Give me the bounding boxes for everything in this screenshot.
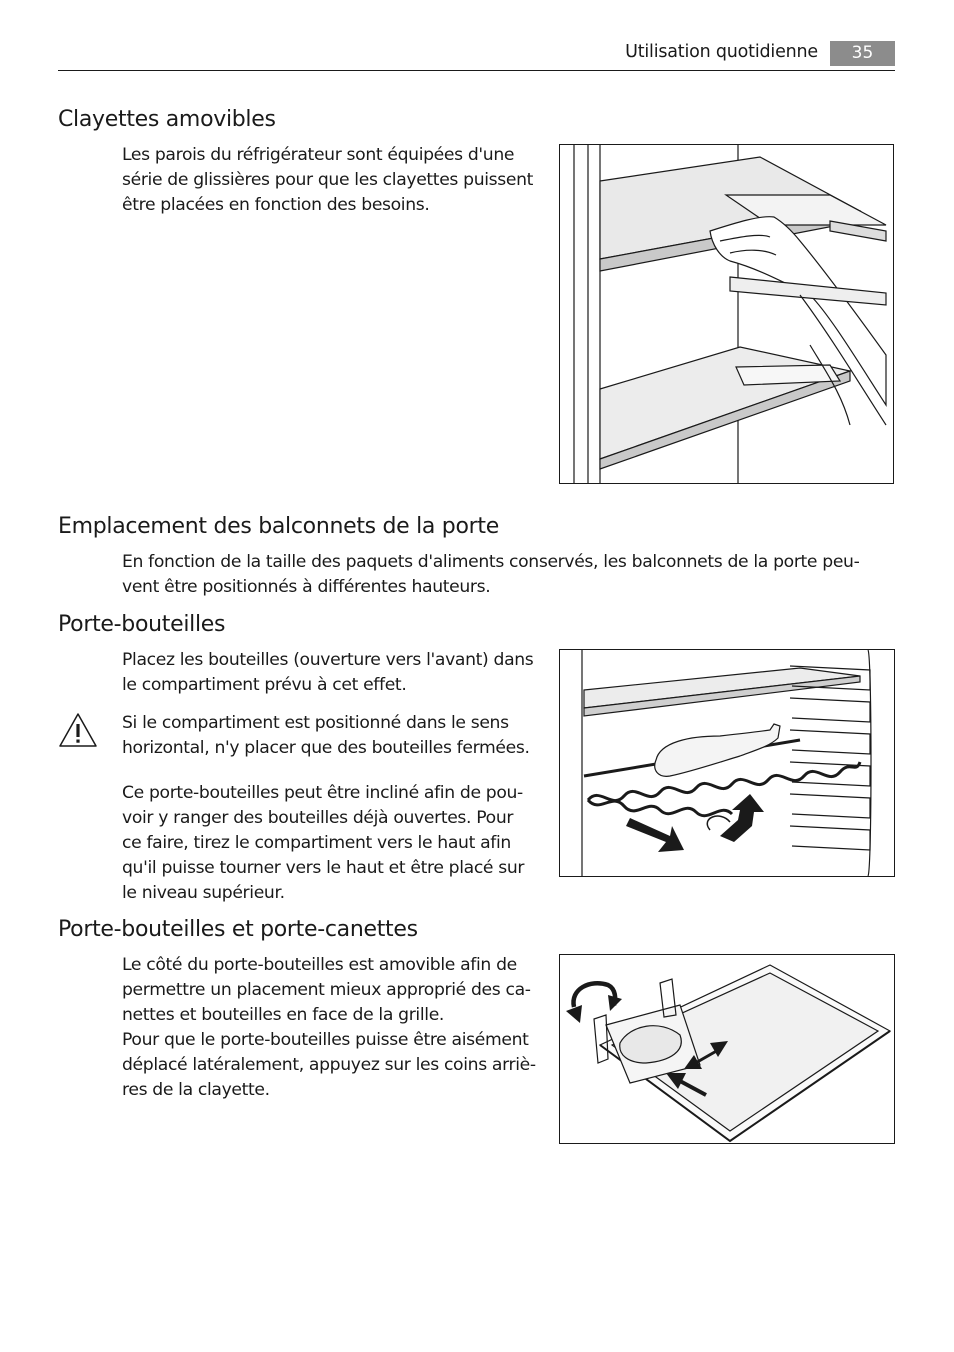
text-line: Les parois du réfrigérateur sont équipées d'une [122,145,515,165]
paragraph-clayettes [122,143,533,218]
figure-shelf-removal [559,144,894,484]
heading-porte-bouteilles: Porte-bouteilles [58,612,226,637]
text-line: permettre un placement mieux approprié des ca- [122,980,531,1000]
text-line: res de la clayette. [122,1080,270,1100]
header-rule [58,70,895,71]
figure-can-holder [559,954,895,1144]
paragraph-balconnets [122,550,859,600]
page-number: 35 [830,41,895,66]
text-line: nettes et bouteilles en face de la grille. [122,1005,445,1025]
text-line: Le côté du porte-bouteilles est amovible afin de [122,955,517,975]
text-line: En fonction de la taille des paquets d'aliments conservés, les balconnets de la porte peu- [122,552,860,572]
text-line: Placez les bouteilles (ouverture vers l'avant) dans [122,650,534,670]
heading-porte-canettes: Porte-bouteilles et porte-canettes [58,917,418,942]
text-line: qu'il puisse tourner vers le haut et être placé sur [122,858,525,878]
text-line: le compartiment prévu à cet effet. [122,675,407,695]
running-header: Utilisation quotidienne [625,42,818,62]
paragraph-porte-bouteilles [122,648,533,698]
text-line: Pour que le porte-bouteilles puisse être aisément [122,1030,529,1050]
text-line: vent être positionnés à différentes hauteurs. [122,577,491,597]
text-line: Ce porte-bouteilles peut être incliné afin de pou- [122,783,523,803]
figure-bottle-rack [559,649,895,877]
text-line: Si le compartiment est positionné dans le sens [122,713,509,733]
heading-clayettes: Clayettes amovibles [58,107,276,132]
text-line: être placées en fonction des besoins. [122,195,430,215]
text-line: le niveau supérieur. [122,883,285,903]
warning-triangle-icon [58,712,98,752]
heading-balconnets: Emplacement des balconnets de la porte [58,514,499,539]
text-line: série de glissières pour que les clayettes puissent [122,170,534,190]
paragraph-porte-canettes [122,953,536,1103]
warning-text [122,711,530,761]
text-line: déplacé latéralement, appuyez sur les coins arriè- [122,1055,536,1075]
paragraph-incliner [122,781,524,906]
text-line: voir y ranger des bouteilles déjà ouvertes. Pour [122,808,514,828]
text-line: horizontal, n'y placer que des bouteilles fermées. [122,738,530,758]
text-line: ce faire, tirez le compartiment vers le haut afin [122,833,511,853]
